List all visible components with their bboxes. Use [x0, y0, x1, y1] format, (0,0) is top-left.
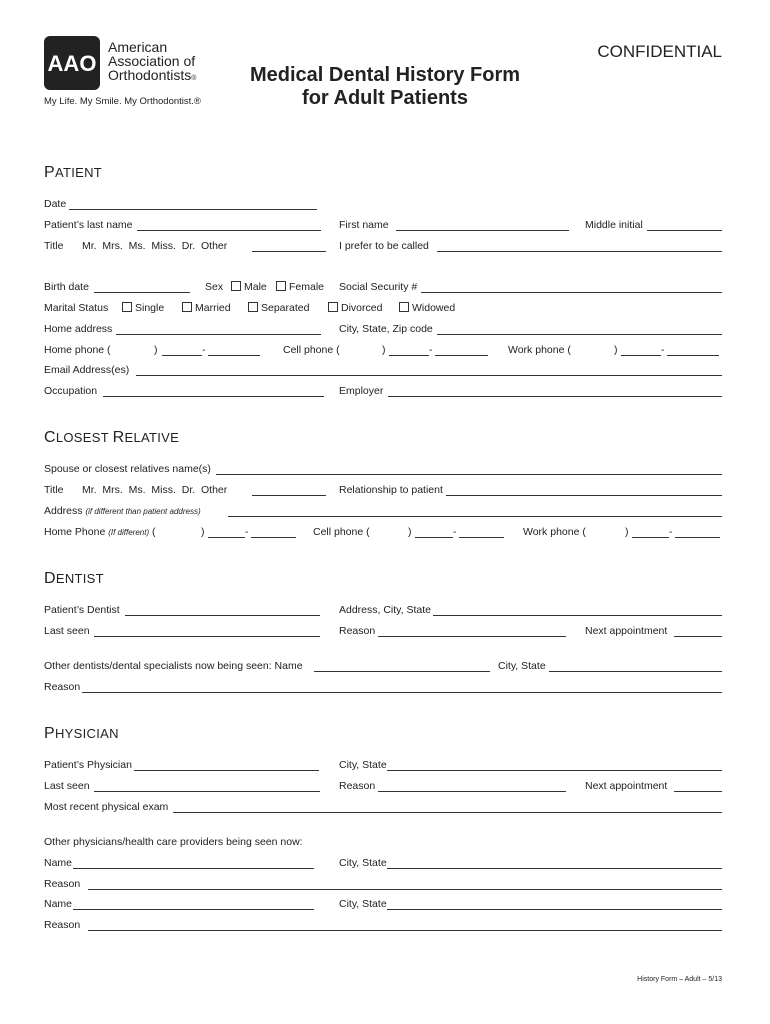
- recent-exam-label: Most recent physical exam: [44, 801, 169, 813]
- row-relative-address: [44, 505, 722, 519]
- aao-logo-icon: [44, 36, 100, 90]
- work-phone-label: Work phone (: [508, 344, 571, 356]
- title-other-field[interactable]: [252, 251, 326, 252]
- row-other-physician-2: [44, 898, 722, 912]
- other-physician-1-city-label: City, State: [339, 857, 387, 869]
- physician-reason-label: Reason: [339, 780, 376, 792]
- relative-home-line[interactable]: [251, 537, 296, 538]
- dash: -: [202, 344, 206, 356]
- relative-home-phone-label: Home Phone (If different) (: [44, 526, 156, 538]
- dentist-reason-field[interactable]: [378, 636, 566, 637]
- employer-label: Employer: [339, 385, 384, 397]
- female-option[interactable]: Female: [276, 281, 324, 293]
- dentist-next-appointment-label: Next appointment: [585, 625, 668, 637]
- other-dentists-city-label: City, State: [498, 660, 546, 672]
- other-dentists-field[interactable]: [314, 671, 490, 672]
- title-line-2: for Adult Patients: [302, 87, 468, 109]
- page-title: [200, 64, 570, 110]
- relative-cell-label: Cell phone (: [313, 526, 370, 538]
- relative-home-prefix[interactable]: [208, 537, 245, 538]
- row-other-physician-1-reason: [44, 878, 722, 892]
- physician-next-appointment-field[interactable]: [674, 791, 722, 792]
- dash: -: [661, 344, 665, 356]
- dentist-address-field[interactable]: [433, 615, 722, 616]
- middle-initial-field[interactable]: [647, 230, 722, 231]
- other-dentists-reason-field[interactable]: [82, 692, 722, 693]
- divorced-option[interactable]: Divorced: [328, 302, 382, 314]
- title-line-1: Medical Dental History Form: [249, 64, 521, 86]
- row-other-physicians: [44, 836, 722, 850]
- row-dentist-last-seen: [44, 625, 722, 639]
- relative-work-line[interactable]: [675, 537, 720, 538]
- ssn-field[interactable]: [421, 292, 722, 293]
- row-relative-title: [44, 484, 722, 498]
- physician-city-label: City, State: [339, 759, 387, 771]
- other-physician-2-city-field[interactable]: [387, 909, 722, 910]
- dentist-reason-label: Reason: [339, 625, 376, 637]
- first-name-field[interactable]: [396, 230, 569, 231]
- row-other-dentists-reason: [44, 681, 722, 695]
- row-patients-physician: [44, 759, 722, 773]
- paren-close: ): [408, 526, 412, 538]
- registered-mark: ®: [191, 75, 197, 82]
- first-name-label: First name: [339, 219, 389, 231]
- cell-phone-label: Cell phone (: [283, 344, 340, 356]
- dentist-address-label: Address, City, State: [339, 604, 432, 616]
- paren-close: ): [382, 344, 386, 356]
- sex-label: Sex: [205, 281, 224, 293]
- relative-work-prefix[interactable]: [632, 537, 669, 538]
- date-field[interactable]: [69, 209, 317, 210]
- row-birth-sex-ssn: [44, 281, 722, 295]
- marital-label: Marital Status: [44, 302, 109, 314]
- email-label: Email Address(es): [44, 364, 130, 376]
- other-physician-1-city-field[interactable]: [387, 868, 722, 869]
- other-physician-2-reason-label: Reason: [44, 919, 81, 931]
- relative-title-label: Title: [44, 484, 64, 496]
- city-state-zip-label: City, State, Zip code: [339, 323, 433, 335]
- prefer-label: I prefer to be called: [339, 240, 429, 252]
- separated-checkbox[interactable]: [248, 302, 258, 312]
- row-phones: [44, 344, 722, 358]
- org-line-1: American: [108, 39, 168, 55]
- dash: -: [453, 526, 457, 538]
- widowed-option[interactable]: Widowed: [399, 302, 455, 314]
- spouse-field[interactable]: [216, 474, 722, 475]
- single-option[interactable]: Single: [122, 302, 164, 314]
- middle-initial-label: Middle initial: [585, 219, 643, 231]
- date-label: Date: [44, 198, 67, 210]
- home-phone-label: Home phone (: [44, 344, 111, 356]
- other-physician-2-name-label: Name: [44, 898, 73, 910]
- row-physician-last-seen: [44, 780, 722, 794]
- patients-dentist-label: Patient’s Dentist: [44, 604, 120, 616]
- home-address-field[interactable]: [116, 334, 321, 335]
- paren-close: ): [614, 344, 618, 356]
- married-option[interactable]: Married: [182, 302, 231, 314]
- org-line-2: Association of: [108, 53, 196, 69]
- separated-option[interactable]: Separated: [248, 302, 309, 314]
- home-phone-note: (If different): [108, 528, 150, 537]
- row-other-physician-2-reason: [44, 919, 722, 933]
- footer-text: History Form – Adult – 5/13: [637, 976, 722, 983]
- home-address-label: Home address: [44, 323, 113, 335]
- tagline: My Life. My Smile. My Orthodontist.®: [44, 96, 201, 107]
- section-heading-patient: PATIENT: [44, 164, 103, 181]
- ssn-label: Social Security #: [339, 281, 418, 293]
- last-name-field[interactable]: [137, 230, 321, 231]
- row-patients-dentist: [44, 604, 722, 618]
- row-marital: [44, 302, 722, 316]
- relative-title-other-field[interactable]: [252, 495, 326, 496]
- other-physician-2-city-label: City, State: [339, 898, 387, 910]
- employer-field[interactable]: [388, 396, 722, 397]
- relative-address-field[interactable]: [228, 516, 722, 517]
- relative-cell-prefix[interactable]: [415, 537, 453, 538]
- cell-phone-line[interactable]: [435, 355, 488, 356]
- email-field[interactable]: [136, 375, 722, 376]
- cell-phone-prefix[interactable]: [389, 355, 429, 356]
- physician-reason-field[interactable]: [378, 791, 566, 792]
- dash: -: [429, 344, 433, 356]
- row-relative-phones: [44, 526, 722, 540]
- male-checkbox[interactable]: [231, 281, 241, 291]
- title-options[interactable]: Mr. Mrs. Ms. Miss. Dr. Other: [82, 240, 228, 252]
- physician-city-field[interactable]: [387, 770, 722, 771]
- relative-work-label: Work phone (: [523, 526, 586, 538]
- section-heading-dentist: DENTIST: [44, 570, 104, 587]
- row-home-address: [44, 323, 722, 337]
- physician-last-seen-field[interactable]: [94, 791, 320, 792]
- aao-logo: [44, 36, 100, 90]
- other-physician-1-reason-label: Reason: [44, 878, 81, 890]
- physician-next-appointment-label: Next appointment: [585, 780, 668, 792]
- org-name: [108, 40, 196, 86]
- other-physician-1-name-field[interactable]: [73, 868, 314, 869]
- relative-address-note: (if different than patient address): [85, 507, 201, 516]
- relationship-label: Relationship to patient: [339, 484, 443, 496]
- other-physician-1-reason-field[interactable]: [88, 889, 722, 890]
- dentist-last-seen-field[interactable]: [94, 636, 320, 637]
- home-phone-prefix[interactable]: [162, 355, 202, 356]
- relative-cell-line[interactable]: [459, 537, 504, 538]
- paren-close: ): [625, 526, 629, 538]
- row-occupation: [44, 385, 722, 399]
- other-dentists-reason-label: Reason: [44, 681, 81, 693]
- other-dentists-label: Other dentists/dental specialists now being seen: Name: [44, 660, 303, 672]
- row-patient-title: [44, 240, 722, 254]
- other-physician-2-name-field[interactable]: [73, 909, 314, 910]
- patients-physician-field[interactable]: [134, 770, 319, 771]
- row-patient-name: [44, 219, 722, 233]
- row-spouse: [44, 463, 722, 477]
- row-other-physician-1: [44, 857, 722, 871]
- relative-address-label: Address (if different than patient address): [44, 505, 201, 517]
- dentist-last-seen-label: Last seen: [44, 625, 90, 637]
- confidential-label: CONFIDENTIAL: [597, 42, 722, 61]
- occupation-label: Occupation: [44, 385, 98, 397]
- patients-physician-label: Patient’s Physician: [44, 759, 132, 771]
- married-checkbox[interactable]: [182, 302, 192, 312]
- home-phone-line[interactable]: [208, 355, 260, 356]
- relative-title-options[interactable]: Mr. Mrs. Ms. Miss. Dr. Other: [82, 484, 228, 496]
- row-recent-exam: [44, 801, 722, 815]
- paren-close: ): [154, 344, 158, 356]
- row-other-dentists: [44, 660, 722, 674]
- section-heading-physician: PHYSICIAN: [44, 725, 119, 742]
- work-phone-prefix[interactable]: [621, 355, 661, 356]
- divorced-checkbox[interactable]: [328, 302, 338, 312]
- occupation-field[interactable]: [103, 396, 324, 397]
- section-heading-closest-relative: CLOSEST RELATIVE: [44, 429, 180, 446]
- single-checkbox[interactable]: [122, 302, 132, 312]
- male-option[interactable]: Male: [231, 281, 267, 293]
- birth-date-label: Birth date: [44, 281, 89, 293]
- other-dentists-city-field[interactable]: [549, 671, 722, 672]
- org-line-3: Orthodontists®: [108, 67, 197, 83]
- recent-exam-field[interactable]: [173, 812, 722, 813]
- other-physicians-label: Other physicians/health care providers being seen now:: [44, 836, 303, 848]
- widowed-checkbox[interactable]: [399, 302, 409, 312]
- dentist-next-appointment-field[interactable]: [674, 636, 722, 637]
- spouse-label: Spouse or closest relatives name(s): [44, 463, 211, 475]
- other-physician-1-name-label: Name: [44, 857, 73, 869]
- dash: -: [669, 526, 673, 538]
- birth-date-field[interactable]: [94, 292, 190, 293]
- title-label: Title: [44, 240, 64, 252]
- physician-last-seen-label: Last seen: [44, 780, 90, 792]
- female-checkbox[interactable]: [276, 281, 286, 291]
- last-name-label: Patient’s last name: [44, 219, 133, 231]
- logo-text: AAO: [47, 51, 97, 76]
- row-email: [44, 364, 722, 378]
- prefer-field[interactable]: [437, 251, 722, 252]
- paren-close: ): [201, 526, 205, 538]
- dash: -: [245, 526, 249, 538]
- work-phone-line[interactable]: [667, 355, 719, 356]
- row-date: [44, 198, 722, 212]
- other-physician-2-reason-field[interactable]: [88, 930, 722, 931]
- relationship-field[interactable]: [446, 495, 722, 496]
- city-state-zip-field[interactable]: [437, 334, 722, 335]
- patients-dentist-field[interactable]: [125, 615, 320, 616]
